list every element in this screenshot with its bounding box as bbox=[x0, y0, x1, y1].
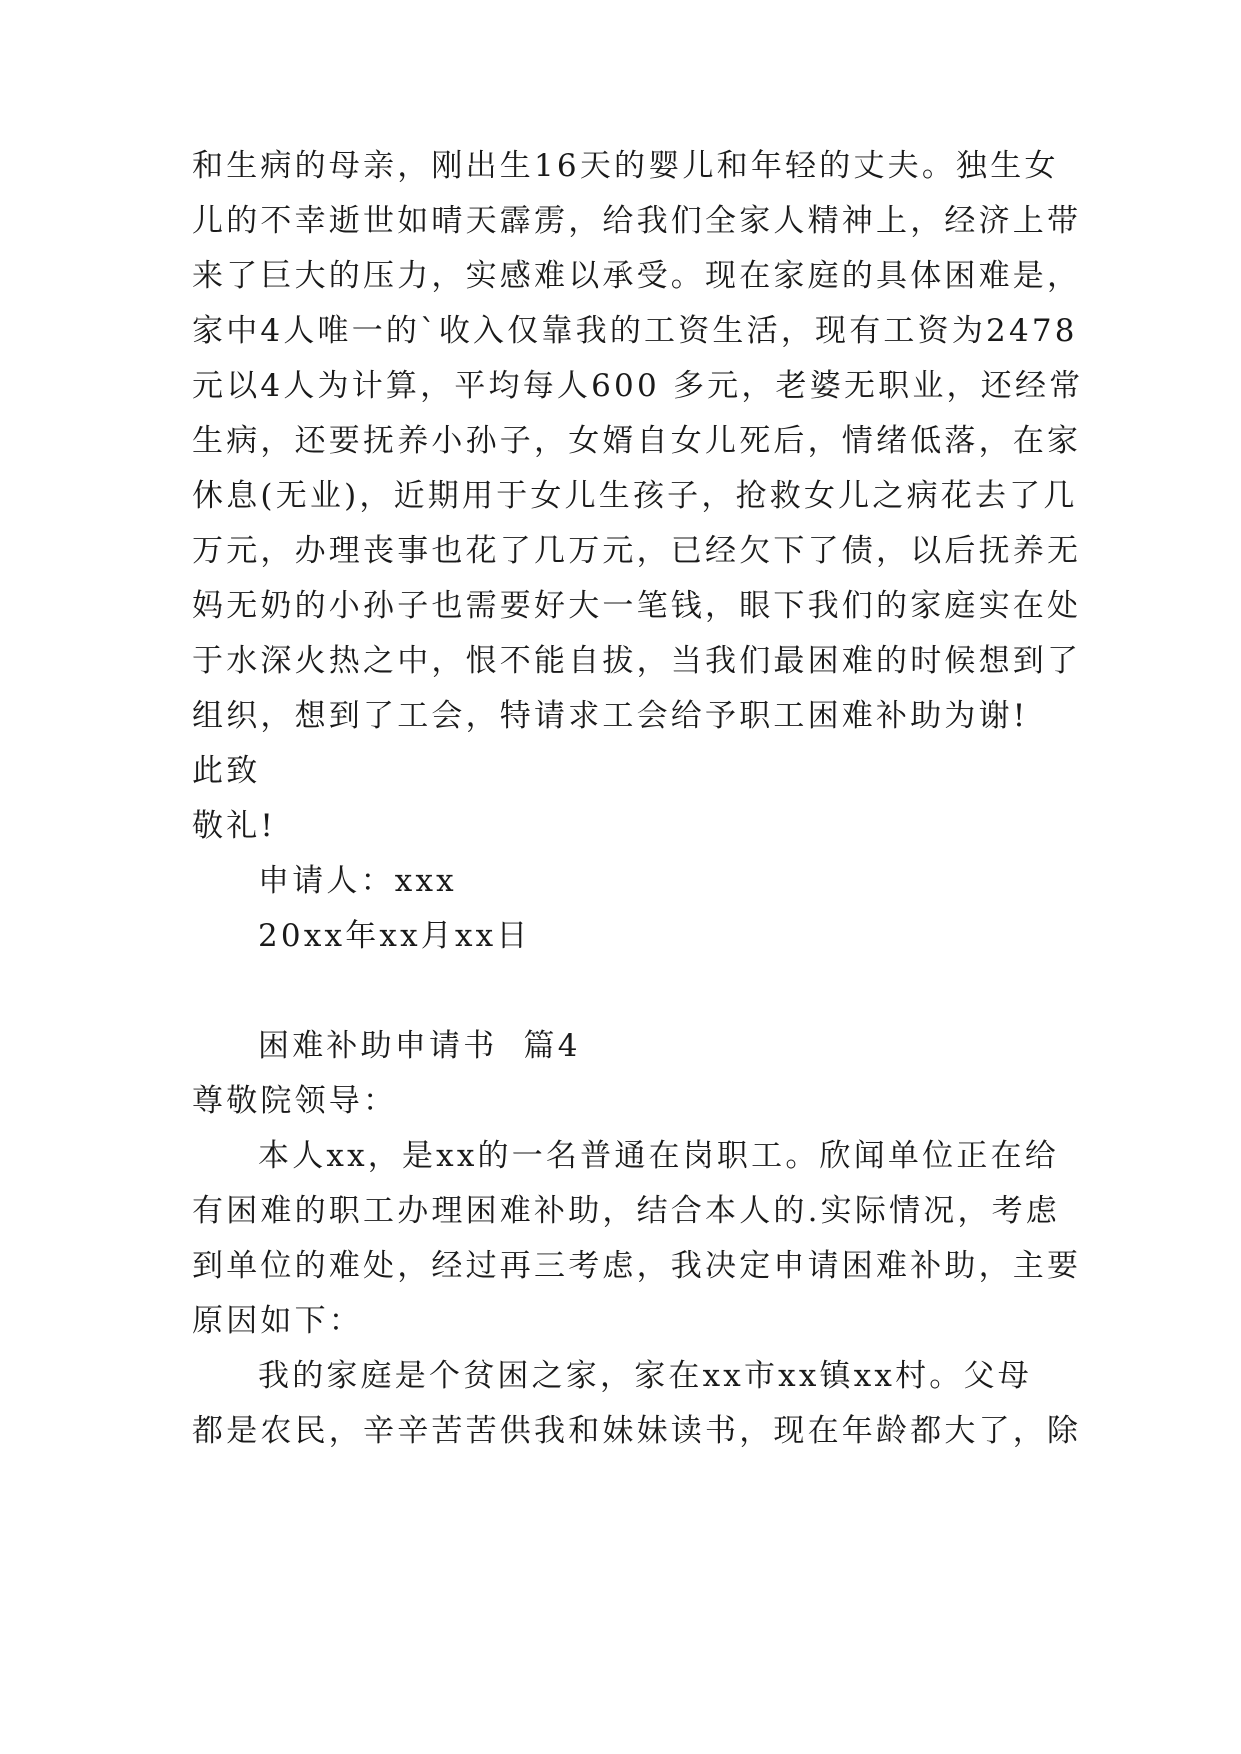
closing-line: 此致 bbox=[192, 753, 261, 789]
body-line: 原因如下： bbox=[192, 1303, 363, 1339]
body-line: 万元，办理丧事也花了几万元，已经欠下了债，以后抚养无 bbox=[192, 533, 1082, 569]
body-line: 到单位的难处，经过再三考虑，我决定申请困难补助，主要 bbox=[192, 1248, 1082, 1284]
salutation: 尊敬院领导： bbox=[192, 1083, 398, 1119]
body-line: 我的家庭是个贫困之家，家在xx市xx镇xx村。父母 bbox=[258, 1358, 1032, 1394]
body-line: 都是农民，辛辛苦苦供我和妹妹读书，现在年龄都大了，除 bbox=[192, 1413, 1082, 1449]
body-line: 和生病的母亲，刚出生16天的婴儿和年轻的丈夫。独生女 bbox=[192, 148, 1059, 184]
body-line: 来了巨大的压力，实感难以承受。现在家庭的具体困难是， bbox=[192, 258, 1082, 294]
body-line: 妈无奶的小孙子也需要好大一笔钱，眼下我们的家庭实在处 bbox=[192, 588, 1082, 624]
body-line: 有困难的职工办理困难补助，结合本人的.实际情况，考虑 bbox=[192, 1193, 1061, 1229]
body-line: 休息(无业)，近期用于女儿生孩子，抢救女儿之病花去了几 bbox=[192, 478, 1078, 514]
application-date: 20xx年xx月xx日 bbox=[258, 918, 531, 954]
closing-line: 敬礼! bbox=[192, 808, 277, 844]
body-line: 元以4人为计算，平均每人600 多元，老婆无职业，还经常 bbox=[192, 368, 1084, 404]
body-line: 于水深火热之中，恨不能自拔，当我们最困难的时候想到了 bbox=[192, 643, 1082, 679]
body-line: 儿的不幸逝世如晴天霹雳，给我们全家人精神上，经济上带 bbox=[192, 203, 1082, 239]
section-title: 困难补助申请书 篇4 bbox=[258, 1028, 581, 1064]
body-line: 本人xx，是xx的一名普通在岗职工。欣闻单位正在给 bbox=[258, 1138, 1059, 1174]
body-line: 组织，想到了工会，特请求工会给予职工困难补助为谢! bbox=[192, 698, 1029, 734]
body-line: 家中4人唯一的`收入仅靠我的工资生活，现有工资为2478 bbox=[192, 313, 1078, 349]
applicant-signature: 申请人：xxx bbox=[258, 863, 457, 899]
body-line: 生病，还要抚养小孙子，女婿自女儿死后，情绪低落，在家 bbox=[192, 423, 1082, 459]
